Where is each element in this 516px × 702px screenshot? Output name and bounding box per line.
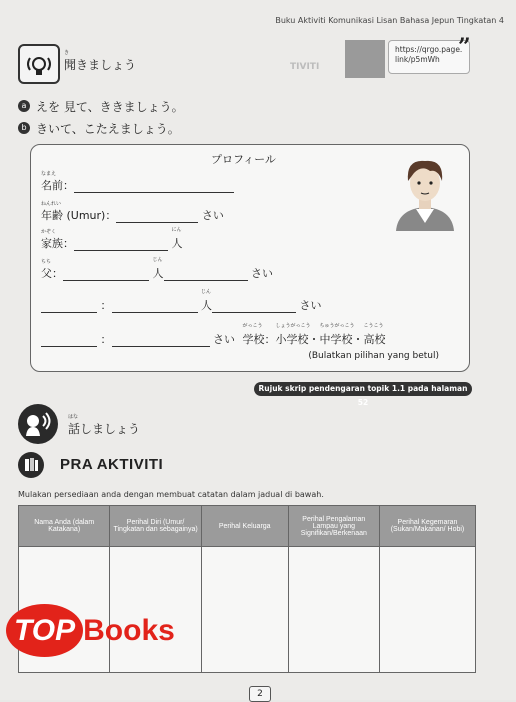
name-label: 名前：: [41, 179, 74, 192]
listening-heading: [64, 50, 136, 73]
age-row: [41, 201, 224, 223]
father-row: [41, 259, 273, 281]
circle-note: (Bulatkan pilihan yang betul): [308, 351, 439, 361]
book-icon: [18, 452, 44, 478]
qr-code[interactable]: [345, 40, 385, 78]
table-header-self: Perihal Diri (Umur/ Tingkatan dan sebagainya): [110, 506, 201, 547]
high-furigana: こうこう: [363, 323, 384, 329]
bullet-a: a: [18, 100, 30, 112]
listening-title: 聞きましょう: [64, 58, 137, 72]
member2-relation-field[interactable]: [41, 300, 97, 313]
family-label: 家族：: [41, 237, 74, 250]
script-reference-badge: Rujuk skrip pendengaran topik 1.1 pada halaman 52: [254, 382, 472, 396]
middle-furigana: ちゅうがっこう: [319, 323, 355, 329]
topbooks-watermark: [6, 614, 175, 648]
table-header-family: Perihal Keluarga: [201, 506, 288, 547]
speaking-furigana: はな: [68, 414, 79, 420]
member2-sai: さい: [299, 299, 322, 312]
family-person-furigana: にん: [171, 227, 182, 233]
school-option-middle[interactable]: 中学校・: [319, 333, 364, 346]
bleed-through: TIVITI: [290, 62, 320, 72]
pra-aktiviti-title: PRA AKTIVITI: [60, 456, 164, 473]
age-label: 年齢 (Umur)：: [41, 209, 117, 222]
avatar: [386, 151, 464, 231]
father-label: 父：: [41, 267, 63, 280]
member3-colon: ：: [100, 333, 112, 346]
table-header-hobby: Perihal Kegemaran (Sukan/Makanan/ Hobi): [380, 506, 476, 547]
father-sai: さい: [251, 267, 273, 280]
instruction-a: えを 見て、ききましょう。: [36, 100, 184, 114]
speaking-heading: [68, 414, 140, 437]
family-person-unit: 人: [171, 237, 183, 250]
member2-colon: ：: [100, 299, 112, 312]
elementary-furigana: しょうがっこう: [275, 323, 311, 329]
family-field[interactable]: [74, 238, 168, 251]
school-option-high[interactable]: 高校: [363, 333, 386, 346]
table-cell-family[interactable]: [201, 547, 288, 673]
member3-row: [41, 323, 386, 347]
table-header-row: [19, 506, 476, 547]
table-cell-experience[interactable]: [288, 547, 379, 673]
listening-furigana: き: [64, 50, 70, 56]
page-header: Buku Aktiviti Komunikasi Lisan Bahasa Jepun Tingkatan 4: [275, 16, 504, 25]
instruction-b: きいて、こたえましょう。: [36, 122, 180, 136]
father-jin-furigana: じん: [152, 257, 163, 263]
qr-url-line2: link/p5mWh: [395, 55, 440, 64]
watermark-top: TOP: [6, 604, 83, 657]
name-field[interactable]: [74, 180, 234, 193]
watermark-books: Books: [83, 614, 175, 647]
qr-url-line1: https://qrgo.page.: [395, 45, 463, 54]
bullet-b: b: [18, 122, 30, 134]
member3-sai: さい: [213, 333, 235, 346]
school-label: 学校：: [242, 333, 276, 346]
table-cell-hobby[interactable]: [380, 547, 476, 673]
age-furigana: ねんれい: [41, 201, 62, 207]
profile-title: プロフィール: [211, 153, 276, 166]
page-number: 2: [249, 686, 271, 702]
family-row: [41, 229, 183, 251]
member2-row: [41, 289, 322, 313]
name-furigana: なまえ: [41, 171, 57, 177]
father-field[interactable]: [63, 268, 149, 281]
speaking-title: 話しましょう: [68, 422, 141, 436]
profile-card: [30, 144, 470, 372]
table-header-name: Nama Anda (dalam Katakana): [19, 506, 110, 547]
member3-relation-field[interactable]: [41, 334, 97, 347]
member2-jin: 人: [201, 299, 212, 312]
father-age-field[interactable]: [164, 268, 248, 281]
age-unit: さい: [201, 209, 224, 222]
father-furigana: ちち: [41, 259, 52, 265]
member2-name-field[interactable]: [112, 300, 198, 313]
pra-aktiviti-description: Mulakan persediaan anda dengan membuat catatan dalam jadual di bawah.: [18, 490, 324, 499]
family-furigana: かぞく: [41, 229, 57, 235]
table-row: [19, 547, 476, 673]
member2-age-field[interactable]: [212, 300, 296, 313]
table-cell-self[interactable]: [110, 547, 201, 673]
name-row: [41, 171, 234, 193]
table-header-experience: Perihal Pengalaman Lampau yang Signifikan/Berkenaan: [288, 506, 379, 547]
quote-mark-icon: ”: [458, 34, 471, 60]
school-option-elementary[interactable]: 小学校・: [275, 333, 320, 346]
age-field[interactable]: [116, 210, 198, 223]
member2-jin-furigana: じん: [201, 289, 212, 295]
member3-age-field[interactable]: [112, 334, 210, 347]
speaking-icon: [18, 404, 58, 444]
school-furigana: がっこう: [242, 323, 263, 329]
father-jin: 人: [152, 267, 164, 280]
listening-icon: [18, 44, 60, 84]
